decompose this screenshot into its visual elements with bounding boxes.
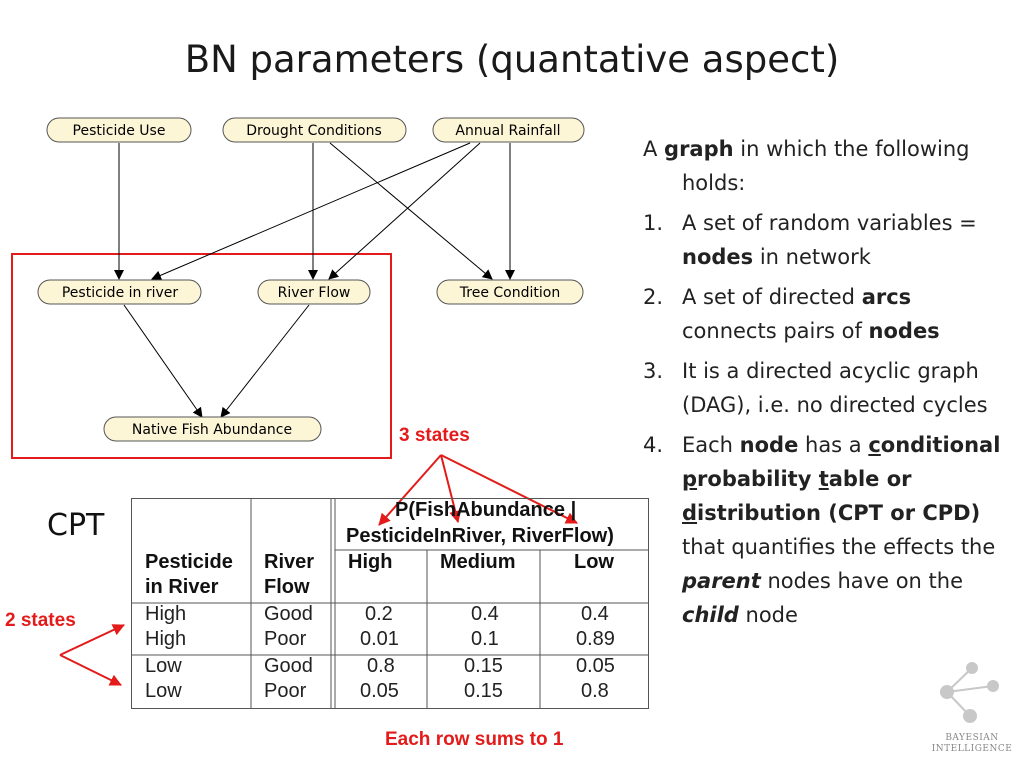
row-flow: Good <box>264 603 313 625</box>
definition-item-4: 4. Each node has a conditional probability table or distribution (CPT or CPD) that quantifies the effects the parent nodes have on the child node <box>643 433 1001 627</box>
node-pesticide-use <box>47 118 191 142</box>
definition-item-3: 3. It is a directed acyclic graph (DAG), i.e. no directed cycles <box>643 359 988 417</box>
row-flow: Poor <box>264 628 307 650</box>
row-low: 0.8 <box>581 680 609 702</box>
row-medium: 0.4 <box>471 603 499 625</box>
edge-rainfall-riverflow <box>329 143 480 279</box>
svg-text:Native Fish Abundance: Native Fish Abundance <box>131 422 293 438</box>
row-flow: Poor <box>264 680 307 702</box>
logo-text: BAYESIAN INTELLIGENCE <box>931 733 1013 754</box>
cpt-header-medium: Medium <box>440 551 516 573</box>
cpt-header-prob-line2: PesticideInRiver, RiverFlow) <box>346 525 614 547</box>
definition-item-1: 1. A set of random variables = nodes in network <box>643 211 977 269</box>
svg-text:Pesticide Use: Pesticide Use <box>72 123 166 139</box>
row-sums-label: Each row sums to 1 <box>385 729 564 750</box>
row-high: 0.8 <box>367 655 395 677</box>
node-native-fish-abundance <box>104 417 321 441</box>
svg-text:Tree Condition: Tree Condition <box>459 285 561 301</box>
row-medium: 0.1 <box>471 628 499 650</box>
node-annual-rainfall <box>433 118 584 142</box>
row-high: 0.05 <box>360 680 399 702</box>
row-pesticide: Low <box>145 655 182 677</box>
row-pesticide: High <box>145 628 187 650</box>
cpt-header-pesticide-line2: in River <box>145 576 219 598</box>
cpt-table <box>131 498 649 709</box>
two-states-arrows <box>60 625 124 685</box>
row-flow: Good <box>264 655 313 677</box>
row-high: 0.2 <box>365 603 393 625</box>
node-river-flow <box>258 280 370 304</box>
row-pesticide: Low <box>145 680 182 702</box>
svg-text:Drought Conditions: Drought Conditions <box>246 123 382 139</box>
edge-riverflow-fish <box>221 305 309 417</box>
cpt-header-river-line1: River <box>264 551 315 573</box>
definition-intro: A graph in which the following holds: <box>643 137 970 195</box>
cpt-header-high: High <box>348 551 393 573</box>
svg-text:Annual Rainfall: Annual Rainfall <box>455 123 561 139</box>
edge-rainfall-pesticideinriver <box>152 143 470 279</box>
row-low: 0.4 <box>581 603 609 625</box>
definition-text <box>643 132 1008 638</box>
node-tree-condition <box>437 280 583 304</box>
node-drought-conditions <box>223 118 406 142</box>
edge-pesticideinriver-fish <box>124 305 202 417</box>
cpt-header-pesticide-line1: Pesticide <box>145 551 233 573</box>
row-high: 0.01 <box>360 628 399 650</box>
cpt-header-low: Low <box>574 551 614 573</box>
definition-item-2: 2. A set of directed arcs connects pairs of nodes <box>643 285 940 343</box>
node-pesticide-in-river <box>38 280 201 304</box>
svg-text:Pesticide in river: Pesticide in river <box>61 285 179 301</box>
three-states-label: 3 states <box>399 425 470 446</box>
row-pesticide: High <box>145 603 187 625</box>
two-states-label: 2 states <box>5 610 76 631</box>
cpt-header-prob-line1: P(FishAbundance | <box>395 499 577 521</box>
svg-text:River Flow: River Flow <box>277 285 351 301</box>
cpt-label: CPT <box>47 508 105 543</box>
slide-title: BN parameters (quantative aspect) <box>184 38 840 81</box>
row-low: 0.05 <box>576 655 615 677</box>
edge-drought-treecondition <box>330 143 492 279</box>
row-medium: 0.15 <box>464 680 503 702</box>
row-low: 0.89 <box>576 628 615 650</box>
cpt-header-river-line2: Flow <box>264 576 310 598</box>
row-medium: 0.15 <box>464 655 503 677</box>
